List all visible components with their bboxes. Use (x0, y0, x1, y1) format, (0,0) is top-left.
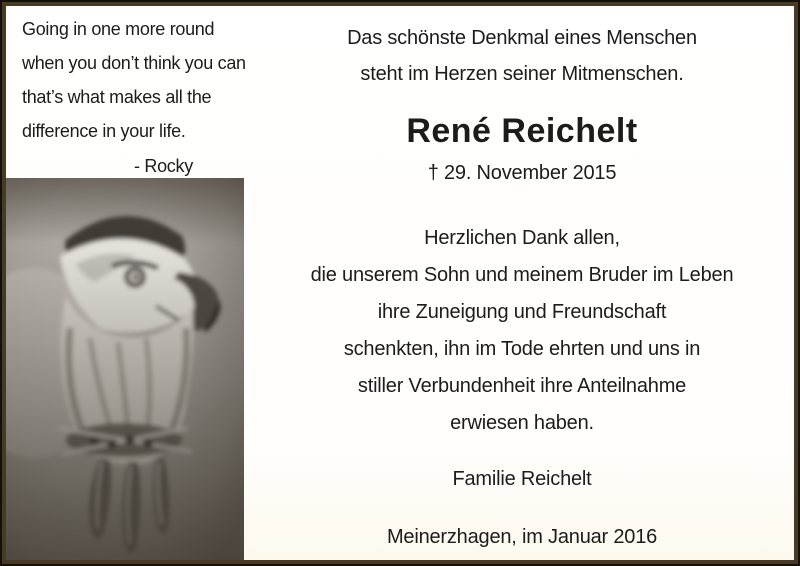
thanks-line: erwiesen haben. (450, 412, 594, 434)
eagle-tattoo-photo (6, 178, 244, 560)
epigraph-line: Das schönste Denkmal eines Menschen (347, 27, 697, 49)
family-signature: Familie Reichelt (452, 468, 592, 490)
quote-line: that’s what makes all the (22, 87, 212, 107)
quote-line: difference in your life. (22, 121, 186, 141)
quote-line: when you don’t think you can (22, 53, 246, 73)
thanks-line: Herzlichen Dank allen, (424, 227, 620, 249)
memorial-quote (22, 12, 272, 183)
place-and-date: Meinerzhagen, im Januar 2016 (386, 526, 658, 548)
obituary-text-column (250, 6, 794, 560)
deceased-name: René Reichelt (406, 112, 638, 150)
thanks-text (250, 220, 794, 442)
epigraph (250, 6, 794, 92)
epigraph-line: steht im Herzen seiner Mitmenschen. (360, 63, 684, 85)
thanks-line: die unserem Sohn und meinem Bruder im Leben (310, 264, 734, 286)
quote-attribution: - Rocky (134, 156, 193, 176)
death-date: † 29. November 2015 (427, 162, 617, 184)
inner-frame (2, 2, 798, 564)
eagle-tattoo-illustration (6, 178, 244, 560)
thanks-line: schenkten, ihn im Tode ehrten und uns in (343, 338, 701, 360)
thanks-line: ihre Zuneigung und Freundschaft (377, 301, 667, 323)
thanks-line: stiller Verbundenheit ihre Anteilnahme (357, 375, 687, 397)
quote-line: Going in one more round (22, 19, 215, 39)
